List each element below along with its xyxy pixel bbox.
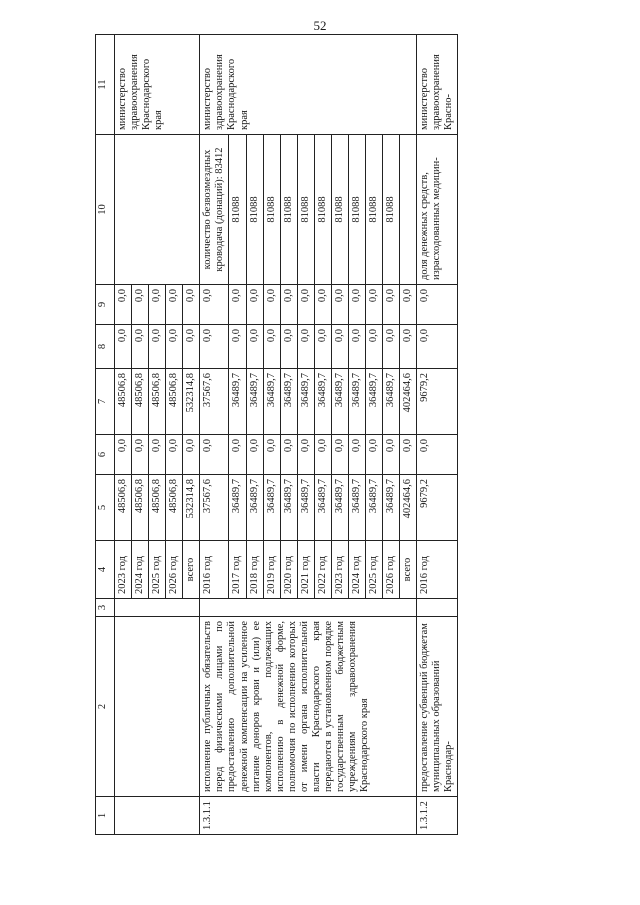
year-cell: 2020 год [280,541,297,599]
year-cell: 2026 год [383,541,400,599]
regional-cell: 36489,7 [383,369,400,435]
year-cell: 2017 год [229,541,246,599]
other-cell: 0,0 [115,285,132,325]
code-cell: 1.3.1.2 [417,797,458,835]
other-cell: 0,0 [263,285,280,325]
total-cell: 36489,7 [383,475,400,541]
federal-cell: 0,0 [229,435,246,475]
regional-cell: 532314,8 [183,369,200,435]
local-cell: 0,0 [263,325,280,369]
regional-cell: 48506,8 [166,369,183,435]
regional-cell: 402464,6 [400,369,417,435]
local-cell: 0,0 [115,325,132,369]
col-header-3: 3 [96,599,115,617]
regional-cell: 36489,7 [280,369,297,435]
table-row [417,35,458,835]
regional-cell: 37567,6 [200,369,229,435]
executor-cell: министерство здравоохранения Красно- [417,35,458,135]
regional-cell: 36489,7 [263,369,280,435]
local-cell: 0,0 [331,325,348,369]
col-header-6: 6 [96,435,115,475]
table-row [200,35,229,835]
regional-cell: 48506,8 [132,369,149,435]
col-header-9: 9 [96,285,115,325]
year-cell: 2016 год [200,541,229,599]
local-cell: 0,0 [348,325,365,369]
code-cell [115,797,200,835]
indicator-cell [115,135,200,285]
year-cell: 2025 год [365,541,382,599]
indicator-cell: 81088 [246,135,263,285]
total-cell: 37567,6 [200,475,229,541]
indicator-cell: 81088 [314,135,331,285]
federal-cell: 0,0 [183,435,200,475]
regional-cell: 9679,2 [417,369,458,435]
col-header-7: 7 [96,369,115,435]
year-cell: 2025 год [149,541,166,599]
total-cell: 402464,6 [400,475,417,541]
local-cell: 0,0 [297,325,314,369]
other-cell: 0,0 [348,285,365,325]
year-cell: 2016 год [417,541,458,599]
col-header-8: 8 [96,325,115,369]
total-cell: 36489,7 [331,475,348,541]
code-cell: 1.3.1.1 [200,797,417,835]
total-cell: 36489,7 [246,475,263,541]
local-cell: 0,0 [200,325,229,369]
col-header-2: 2 [96,617,115,797]
blank-cell [417,599,458,617]
activity-cell: предоставление субвенций бюджетам муниципальных образований Краснодар- [417,617,458,797]
local-cell: 0,0 [166,325,183,369]
other-cell: 0,0 [365,285,382,325]
local-cell: 0,0 [229,325,246,369]
indicator-cell [400,135,417,285]
table-row [115,35,132,835]
year-cell: всего [400,541,417,599]
total-cell: 48506,8 [166,475,183,541]
local-cell: 0,0 [383,325,400,369]
local-cell: 0,0 [183,325,200,369]
federal-cell: 0,0 [400,435,417,475]
total-cell: 36489,7 [280,475,297,541]
col-header-1: 1 [96,797,115,835]
activity-cell [115,617,200,797]
year-cell: всего [183,541,200,599]
year-cell: 2026 год [166,541,183,599]
year-cell: 2024 год [348,541,365,599]
indicator-cell: доля денежных средств, израсходованных медицин- [417,135,458,285]
program-activities-table [95,34,458,835]
local-cell: 0,0 [417,325,458,369]
federal-cell: 0,0 [132,435,149,475]
federal-cell: 0,0 [383,435,400,475]
year-cell: 2019 год [263,541,280,599]
other-cell: 0,0 [314,285,331,325]
page-number: 52 [313,18,327,33]
indicator-cell: 81088 [297,135,314,285]
local-cell: 0,0 [246,325,263,369]
activity-cell: исполнение публичных обязательств перед физическими лицами по предоставлению дополнительной денежной компенсации на усиленное питание доноров крови и (или) ее компонентов, подлежащих исполнению в денежной форме, полномочия по исполнению которых от имени органа исполнительной власти Краснодарского края передаются в установленном порядке государственным бюджетным учреждениям здравоохранения Краснодарского края [200,617,417,797]
regional-cell: 36489,7 [331,369,348,435]
regional-cell: 48506,8 [115,369,132,435]
local-cell: 0,0 [280,325,297,369]
column-number-row [96,35,115,835]
local-cell: 0,0 [400,325,417,369]
regional-cell: 36489,7 [314,369,331,435]
executor-cell: министерство здравоохранения Краснодарского края [200,35,417,135]
year-cell: 2022 год [314,541,331,599]
local-cell: 0,0 [314,325,331,369]
year-cell: 2023 год [331,541,348,599]
federal-cell: 0,0 [246,435,263,475]
federal-cell: 0,0 [297,435,314,475]
federal-cell: 0,0 [417,435,458,475]
total-cell: 48506,8 [115,475,132,541]
other-cell: 0,0 [246,285,263,325]
other-cell: 0,0 [200,285,229,325]
local-cell: 0,0 [365,325,382,369]
total-cell: 48506,8 [149,475,166,541]
indicator-cell: 81088 [383,135,400,285]
indicator-cell: 81088 [331,135,348,285]
indicator-cell: 81088 [229,135,246,285]
federal-cell: 0,0 [115,435,132,475]
regional-cell: 48506,8 [149,369,166,435]
total-cell: 36489,7 [297,475,314,541]
regional-cell: 36489,7 [229,369,246,435]
federal-cell: 0,0 [200,435,229,475]
federal-cell: 0,0 [149,435,166,475]
other-cell: 0,0 [417,285,458,325]
federal-cell: 0,0 [365,435,382,475]
regional-cell: 36489,7 [365,369,382,435]
indicator-cell: 81088 [280,135,297,285]
rotated-table-wrapper [95,35,600,835]
year-cell: 2021 год [297,541,314,599]
federal-cell: 0,0 [280,435,297,475]
total-cell: 36489,7 [314,475,331,541]
blank-cell [200,599,417,617]
col-header-4: 4 [96,541,115,599]
federal-cell: 0,0 [348,435,365,475]
indicator-cell: количество безвозмездных кроводача (донаций): 83412 [200,135,229,285]
other-cell: 0,0 [331,285,348,325]
federal-cell: 0,0 [166,435,183,475]
regional-cell: 36489,7 [297,369,314,435]
federal-cell: 0,0 [314,435,331,475]
total-cell: 9679,2 [417,475,458,541]
col-header-11: 11 [96,35,115,135]
other-cell: 0,0 [183,285,200,325]
year-cell: 2018 год [246,541,263,599]
regional-cell: 36489,7 [246,369,263,435]
blank-cell [115,599,200,617]
col-header-10: 10 [96,135,115,285]
other-cell: 0,0 [297,285,314,325]
col-header-5: 5 [96,475,115,541]
executor-cell: министерство здравоохранения Краснодарского края [115,35,200,135]
total-cell: 36489,7 [263,475,280,541]
indicator-cell: 81088 [348,135,365,285]
other-cell: 0,0 [132,285,149,325]
other-cell: 0,0 [400,285,417,325]
indicator-cell: 81088 [263,135,280,285]
other-cell: 0,0 [149,285,166,325]
indicator-cell: 81088 [365,135,382,285]
federal-cell: 0,0 [331,435,348,475]
total-cell: 36489,7 [348,475,365,541]
local-cell: 0,0 [132,325,149,369]
other-cell: 0,0 [280,285,297,325]
total-cell: 36489,7 [365,475,382,541]
year-cell: 2023 год [115,541,132,599]
federal-cell: 0,0 [263,435,280,475]
total-cell: 532314,8 [183,475,200,541]
local-cell: 0,0 [149,325,166,369]
other-cell: 0,0 [383,285,400,325]
other-cell: 0,0 [166,285,183,325]
other-cell: 0,0 [229,285,246,325]
total-cell: 48506,8 [132,475,149,541]
year-cell: 2024 год [132,541,149,599]
regional-cell: 36489,7 [348,369,365,435]
total-cell: 36489,7 [229,475,246,541]
